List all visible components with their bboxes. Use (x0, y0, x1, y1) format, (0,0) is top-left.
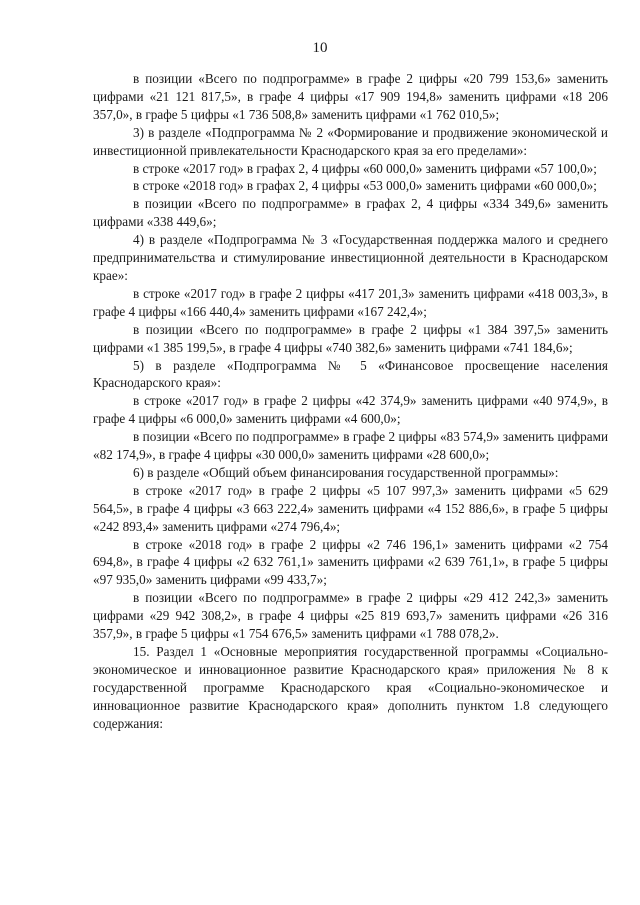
paragraph-subprogram-5-total: в позиции «Всего по подпрограмме» в графе 2 цифры «83 574,9» заменить цифрами «82 174,9», в графе 4 цифры «30 000,0» заменить цифрами «28 600,0»; (93, 429, 608, 463)
paragraph-subprogram-5-row-2017: в строке «2017 год» в графе 2 цифры «42 374,9» заменить цифрами «40 974,9», в графе 4 цифры «6 000,0» заменить цифрами «4 600,0»; (93, 393, 608, 427)
paragraph-total-financing-total: в позиции «Всего по подпрограмме» в графе 2 цифры «29 412 242,3» заменить цифрами «29 942 308,2», в графе 4 цифры «25 819 693,7» заменить цифрами «26 316 357,9», в графе 5 цифры «1 754 676,5» заменить цифрами «1 788 078,2». (93, 590, 608, 642)
page-number: 10 (312, 40, 328, 56)
paragraph-item-15: 15. Раздел 1 «Основные мероприятия государственной программы «Социально-экономическое и инновационное развитие Краснодарского края» приложения № 8 к государственной программе Краснодарского края «Социально-экономическое и инновационное развитие Краснодарского края» дополнить пунктом 1.8 следующего содержания: (93, 644, 608, 731)
paragraph-subprogram-2-total: в позиции «Всего по подпрограмме» в графах 2, 4 цифры «334 349,6» заменить цифрами «338 449,6»; (93, 196, 608, 230)
paragraph-total-subprogram-1: в позиции «Всего по подпрограмме» в графе 2 цифры «20 799 153,6» заменить цифрами «21 121 817,5», в графе 4 цифры «17 909 194,8» заменить цифрами «18 206 357,0», в графе 5 цифры «1 736 508,8» заменить цифрами «1 762 010,5»; (93, 71, 608, 122)
paragraph-section-subprogram-3: 4) в разделе «Подпрограмма № 3 «Государственная поддержка малого и среднего предпринимательства и стимулирование инвестиционной деятельности в Краснодарском крае»: (93, 232, 608, 283)
paragraph-section-total-financing: 6) в разделе «Общий объем финансирования государственной программы»: (133, 464, 559, 480)
paragraph-section-subprogram-5: 5) в разделе «Подпрограмма № 5 «Финансовое просвещение населения Краснодарского края»: (93, 357, 608, 391)
paragraph-section-subprogram-2: 3) в разделе «Подпрограмма № 2 «Формирование и продвижение экономической и инвестиционной привлекательности Краснодарского края за его пределами»: (93, 124, 608, 158)
paragraph-subprogram-2-row-2018: в строке «2018 год» в графах 2, 4 цифры «53 000,0» заменить цифрами «60 000,0»; (133, 178, 597, 194)
paragraph-subprogram-3-total: в позиции «Всего по подпрограмме» в графе 2 цифры «1 384 397,5» заменить цифрами «1 385 199,5», в графе 4 цифры «740 382,6» заменить цифрами «741 184,6»; (93, 321, 608, 355)
paragraph-subprogram-2-row-2017: в строке «2017 год» в графах 2, 4 цифры «60 000,0» заменить цифрами «57 100,0»; (133, 160, 597, 176)
document-body (93, 70, 608, 733)
paragraph-total-financing-row-2017: в строке «2017 год» в графе 2 цифры «5 107 997,3» заменить цифрами «5 629 564,5», в графе 4 цифры «3 663 222,4» заменить цифрами «4 152 886,6», в графе 5 цифры «242 893,4» заменить цифрами «274 796,4»; (93, 482, 608, 534)
paragraph-total-financing-row-2018: в строке «2018 год» в графе 2 цифры «2 746 196,1» заменить цифрами «2 754 694,8», в графе 4 цифры «2 632 761,1» заменить цифрами «2 639 761,1», в графе 5 цифры «97 935,0» заменить цифрами «99 433,7»; (93, 536, 608, 588)
paragraph-subprogram-3-row-2017: в строке «2017 год» в графе 2 цифры «417 201,3» заменить цифрами «418 003,3», в графе 4 цифры «166 440,4» заменить цифрами «167 242,4»; (93, 285, 608, 319)
